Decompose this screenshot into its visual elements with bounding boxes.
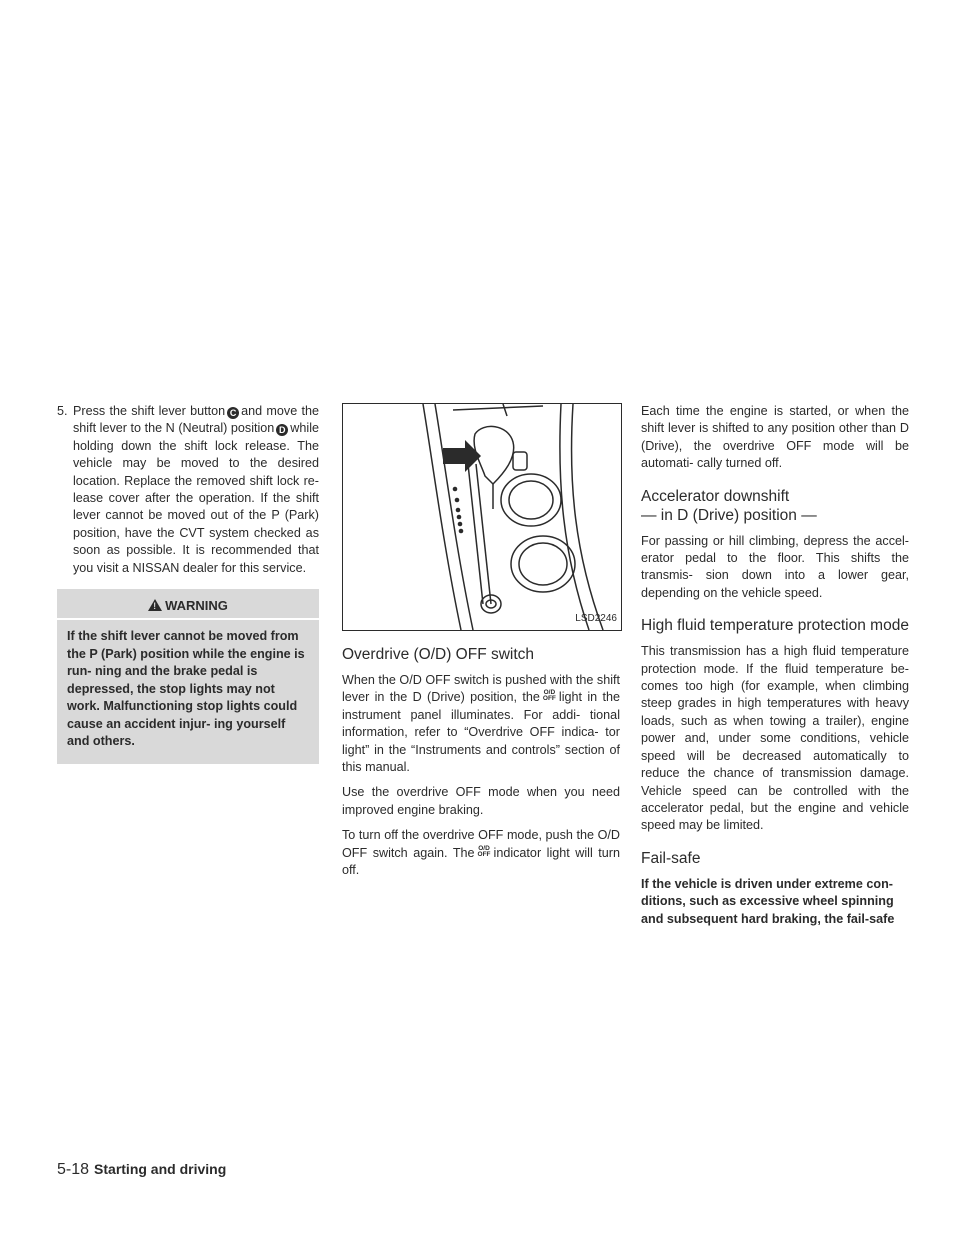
marker-d-icon: D: [276, 424, 288, 436]
shift-lever-figure: [342, 403, 622, 631]
section-title: Starting and driving: [94, 1161, 227, 1177]
step-text-part1: Press the shift lever button: [73, 404, 226, 418]
column-left: [57, 403, 319, 764]
warning-text: If the shift lever cannot be moved from the P (Park) position while the engine is run- ning and the brake pedal is depressed, the stop lights may not work. Malfunctioning stop lights could cause an accident injur- ing yourself and others.: [67, 629, 305, 748]
figure-label: LSD2246: [575, 612, 617, 624]
warning-header: [57, 589, 319, 620]
paragraph-od-2: Use the overdrive OFF mode when you need improved engine braking.: [342, 785, 620, 817]
paragraph-od-1: [342, 672, 620, 776]
od-icon-top: O/D: [543, 689, 556, 697]
paragraph-intro: Each time the engine is started, or when the shift lever is shifted to any position other than D (Drive), the overdrive OFF mode will be automati- cally turned off.: [641, 404, 909, 471]
step-text-part2: and move the shift lever to the N (Neutral) position: [73, 404, 319, 436]
warning-triangle-icon: !: [148, 599, 162, 611]
marker-c-icon: C: [227, 407, 239, 419]
paragraph-od-1-part1: When the O/D OFF switch is pushed with the shift lever in the D (Drive) position, the: [342, 673, 620, 705]
heading-line1: Accelerator downshift: [641, 487, 790, 505]
paragraph-od-1-part2: light in the instrument panel illuminates. For addi- tional information, refer to “Overdrive OFF indica- tor light” in the “Instruments and controls” section of this manual.: [342, 690, 620, 775]
heading-overdrive-switch: Overdrive (O/D) OFF switch: [342, 646, 535, 663]
paragraph-downshift: For passing or hill climbing, depress the accel- erator pedal to the floor. This shifts the transmis- sion down into a lower gear, depending on the vehicle speed.: [641, 533, 909, 600]
heading-high-temp: High fluid temperature protection mode: [641, 617, 909, 635]
paragraph-od-3-part1: To turn off the overdrive OFF mode, push the O/D OFF switch again. The: [342, 828, 620, 860]
step-text-part3: while holding down the shift lock release. The vehicle may be moved to the desired location. Replace the removed shift lock re- lease cover after the operation. If the shift lever cannot be moved out of the P (Park) position, have the CVT system checked as soon as possible. It is recommended that you visit a NISSAN dealer for this service.: [73, 421, 319, 575]
column-middle: [342, 403, 620, 887]
od-icon-bottom: OFF: [477, 850, 491, 858]
step-5: [57, 403, 319, 577]
paragraph-od-3-part2: indicator light will turn off.: [342, 845, 620, 878]
paragraph-od-3: [342, 827, 620, 879]
warning-title: WARNING: [165, 598, 228, 614]
paragraph-fail-safe: If the vehicle is driven under extreme con- ditions, such as excessive wheel spinning and subsequent hard braking, the fail-safe: [641, 876, 895, 926]
shift-lever-illustration: [343, 404, 621, 630]
od-icon-top: O/D: [478, 844, 490, 852]
paragraph-high-temp: This transmission has a high fluid temperature protection mode. If the fluid temperature be- comes too high (for example, when climbing steep grades in high temperatures with heavy loads, such as when towing a trailer), engine power and, under some conditions, vehicle speed will be decreased automatically to reduce the chance of transmission damage. Vehicle speed can be controlled with the accelerator pedal, but the engine and vehicle speed may be limited.: [641, 644, 909, 833]
od-off-indicator-icon: [543, 690, 556, 702]
step-text: [73, 403, 319, 577]
page-number: 5-18: [57, 1161, 90, 1178]
arrow-icon: [443, 440, 481, 472]
heading-line2: — in D (Drive) position —: [641, 506, 817, 524]
od-icon-bottom: OFF: [542, 695, 556, 703]
heading-fail-safe: Fail-safe: [641, 849, 701, 867]
warning-box: [57, 589, 319, 764]
od-off-indicator-icon: [478, 846, 491, 858]
column-right: [641, 403, 909, 936]
page-footer: [57, 1161, 226, 1179]
step-number: 5.: [57, 404, 68, 418]
heading-accelerator-downshift: [641, 487, 909, 525]
